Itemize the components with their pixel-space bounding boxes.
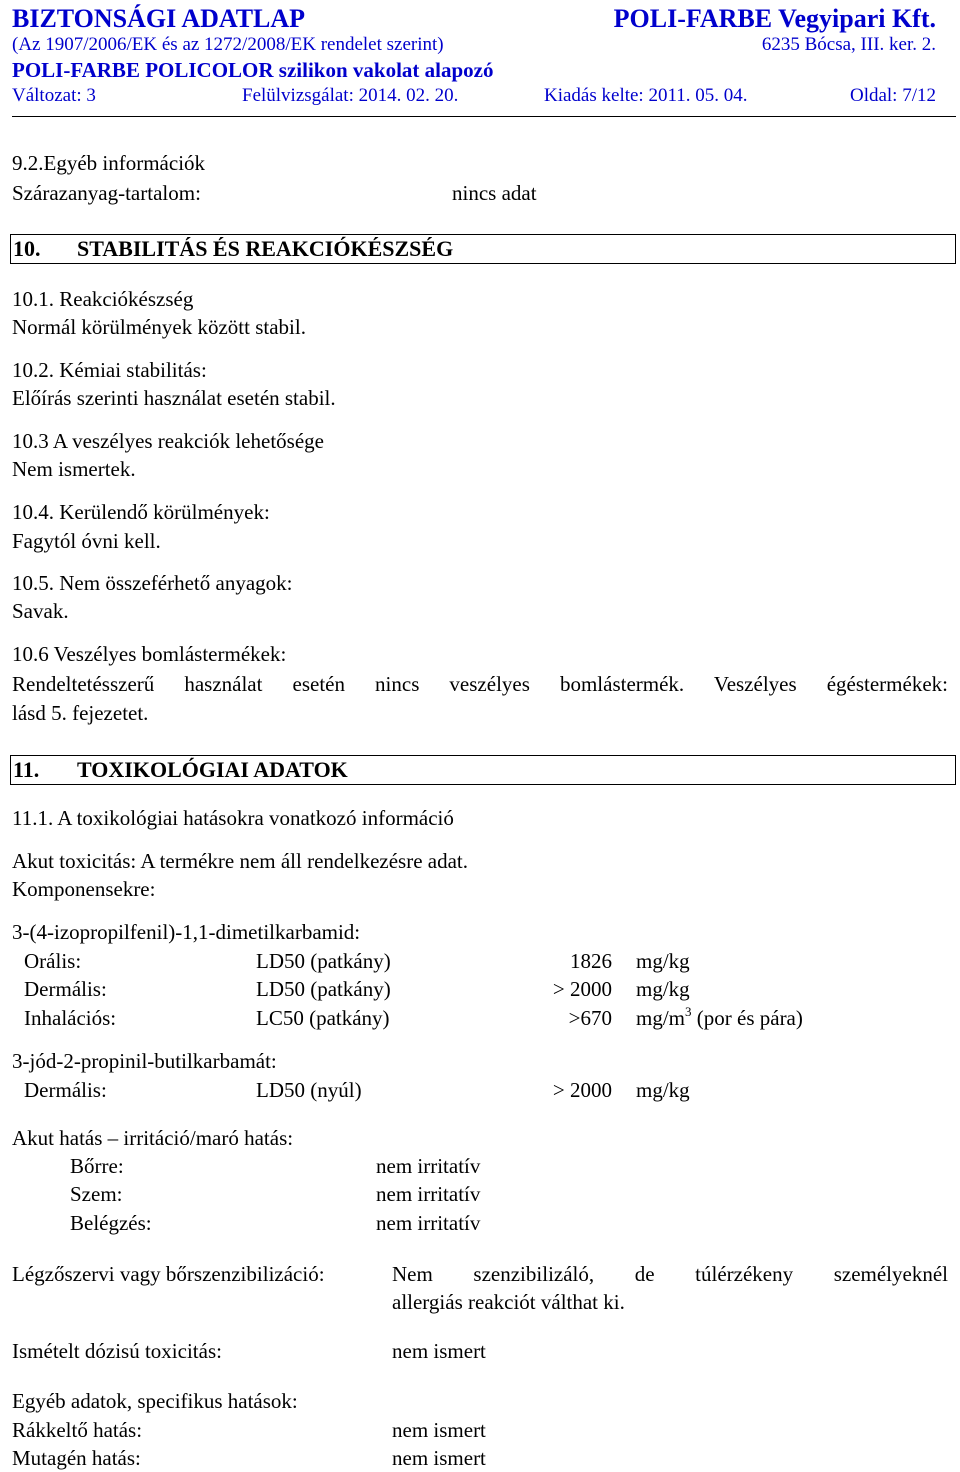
- tox-unit: mg/kg: [636, 949, 690, 973]
- item-10-4-heading: 10.4. Kerülendő körülmények:: [12, 500, 270, 524]
- sensitization-text-line1: Nem szenzibilizáló, de túlérzékeny személyeknél: [392, 1262, 948, 1286]
- item-10-1-heading: 10.1. Reakciókészség: [12, 287, 194, 311]
- tox-unit: mg/kg: [636, 1078, 690, 1102]
- tox-unit-with-superscript: [636, 1005, 803, 1031]
- irritation-value: nem irritatív: [376, 1182, 481, 1206]
- item-10-1-text: Normál körülmények között stabil.: [12, 315, 306, 339]
- version-label: Változat: 3: [12, 85, 96, 106]
- irritation-label: Belégzés:: [70, 1211, 152, 1235]
- component-2-name: 3-jód-2-propinil-butilkarbamát:: [12, 1049, 277, 1073]
- dry-content-value: nincs adat: [452, 181, 537, 205]
- section-9-2-heading: 9.2.Egyéb információk: [12, 151, 206, 175]
- irritation-heading: Akut hatás – irritáció/maró hatás:: [12, 1126, 294, 1150]
- acute-toxicity-text: Akut toxicitás: A termékre nem áll rendelkezésre adat.: [12, 849, 468, 873]
- other-effects-heading: Egyéb adatok, specifikus hatások:: [12, 1389, 298, 1413]
- issue-date: Kiadás kelte: 2011. 05. 04.: [544, 85, 748, 106]
- section-10-number: 10.: [13, 236, 41, 261]
- components-label: Komponensekre:: [12, 877, 156, 901]
- other-effect-value: nem ismert: [392, 1418, 486, 1442]
- tox-route: Orális:: [24, 949, 82, 973]
- section-10-title-box: [10, 234, 956, 264]
- tox-extra: (por és pára): [696, 1006, 803, 1030]
- tox-route: Dermális:: [24, 1078, 107, 1102]
- tox-unit-exponent: 3: [685, 1004, 692, 1019]
- header-divider: [12, 116, 956, 117]
- company-name: POLI-FARBE Vegyipari Kft.: [613, 4, 936, 33]
- section-11-title-box: [10, 755, 956, 785]
- tox-test: LD50 (nyúl): [256, 1078, 362, 1102]
- item-10-2-text: Előírás szerinti használat esetén stabil.: [12, 386, 336, 410]
- tox-value: > 2000: [552, 977, 612, 1001]
- item-10-6-text-line1: Rendeltetésszerű használat esetén nincs veszélyes bomlástermék. Veszélyes égéstermékek:: [12, 672, 948, 696]
- item-10-6-heading: 10.6 Veszélyes bomlástermékek:: [12, 642, 287, 666]
- tox-test: LD50 (patkány): [256, 977, 391, 1001]
- item-10-2-heading: 10.2. Kémiai stabilitás:: [12, 358, 207, 382]
- tox-value: 1826: [570, 949, 612, 973]
- item-10-5-text: Savak.: [12, 599, 69, 623]
- section-10-title: STABILITÁS ÉS REAKCIÓKÉSZSÉG: [77, 236, 454, 261]
- review-date: Felülvizsgálat: 2014. 02. 20.: [242, 85, 459, 106]
- irritation-label: Szem:: [70, 1182, 123, 1206]
- page-number: Oldal: 7/12: [849, 85, 936, 106]
- tox-value: >670: [568, 1006, 612, 1030]
- item-10-4-text: Fagytól óvni kell.: [12, 529, 161, 553]
- tox-value: > 2000: [552, 1078, 612, 1102]
- tox-route: Dermális:: [24, 977, 107, 1001]
- repeated-dose-label: Ismételt dózisú toxicitás:: [12, 1339, 222, 1363]
- item-11-1-heading: 11.1. A toxikológiai hatásokra vonatkozó információ: [12, 806, 454, 830]
- product-name: POLI-FARBE POLICOLOR szilikon vakolat alapozó: [12, 58, 494, 82]
- irritation-label: Bőrre:: [70, 1154, 124, 1178]
- other-effect-value: nem ismert: [392, 1446, 486, 1470]
- item-10-5-heading: 10.5. Nem összeférhető anyagok:: [12, 571, 293, 595]
- tox-test: LC50 (patkány): [256, 1006, 390, 1030]
- repeated-dose-value: nem ismert: [392, 1339, 486, 1363]
- section-11-number: 11.: [13, 757, 40, 782]
- company-address: 6235 Bócsa, III. ker. 2.: [761, 34, 936, 55]
- regulation-text: (Az 1907/2006/EK és az 1272/2008/EK rendelet szerint): [12, 34, 444, 55]
- tox-route: Inhalációs:: [24, 1006, 117, 1030]
- sensitization-text-line2: allergiás reakciót válthat ki.: [392, 1290, 625, 1314]
- other-effect-label: Rákkeltő hatás:: [12, 1418, 143, 1442]
- item-10-3-text: Nem ismertek.: [12, 457, 136, 481]
- other-effect-label: Mutagén hatás:: [12, 1446, 141, 1470]
- irritation-value: nem irritatív: [376, 1211, 481, 1235]
- dry-content-label: Szárazanyag-tartalom:: [12, 181, 201, 205]
- item-10-3-heading: 10.3 A veszélyes reakciók lehetősége: [12, 429, 324, 453]
- tox-unit: mg/m: [636, 1006, 686, 1030]
- tox-test: LD50 (patkány): [256, 949, 391, 973]
- tox-unit: mg/kg: [636, 977, 690, 1001]
- sensitization-label: Légzőszervi vagy bőrszenzibilizáció:: [12, 1262, 325, 1286]
- component-1-name: 3-(4-izopropilfenil)-1,1-dimetilkarbamid:: [12, 920, 361, 944]
- irritation-value: nem irritatív: [376, 1154, 481, 1178]
- section-11-title: TOXIKOLÓGIAI ADATOK: [77, 757, 348, 782]
- item-10-6-text-line2: lásd 5. fejezetet.: [12, 701, 149, 725]
- document-title: BIZTONSÁGI ADATLAP: [12, 4, 306, 33]
- document-header: [12, 4, 936, 108]
